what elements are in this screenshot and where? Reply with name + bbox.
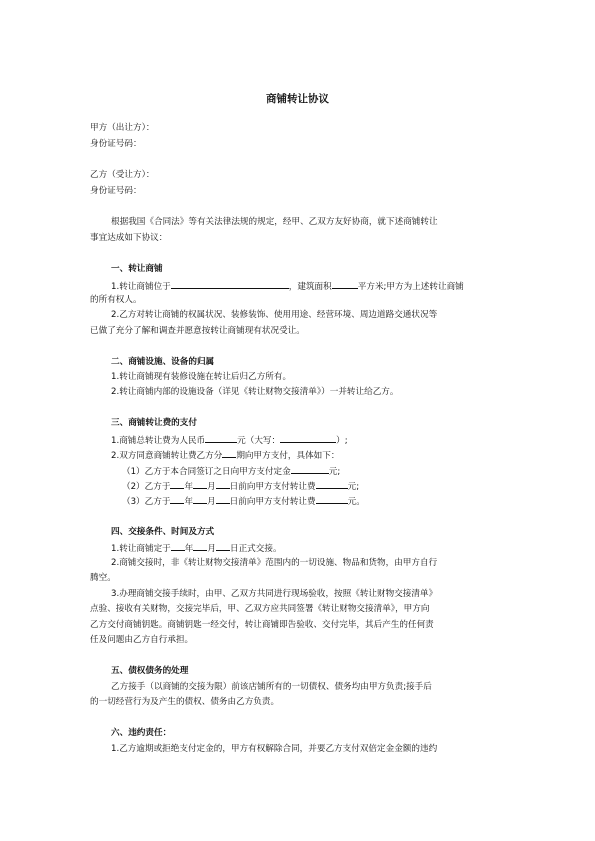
section-4-heading: 四、交接条件、时间及方式	[111, 527, 215, 537]
s3-p2-text-a: 2.双方同意商铺转让费乙方分	[111, 451, 223, 461]
intro-line-1: 根据我国《合同法》等有关法律法规的规定，经甲、乙双方友好协商，就下述商铺转让	[111, 217, 438, 227]
s3-i2-text-e: 元;	[347, 482, 360, 492]
s3-paragraph-2	[111, 448, 339, 462]
s3-i3-text-a: （3）乙方于	[122, 497, 171, 507]
s3-i3-text-c: 月	[207, 497, 216, 507]
s5-p1-line-2: 的一切经营行为及产生的债权、债务由乙方负责。	[90, 697, 280, 707]
s3-p2-text-b: 期向甲方支付，具体如下：	[236, 451, 340, 461]
area-blank	[332, 279, 358, 289]
s4-p2-line-2: 腾空。	[90, 573, 116, 583]
s3-p1-text-a: 1.商铺总转让费为人民币	[111, 436, 206, 446]
handover-day-blank	[216, 541, 230, 551]
intro-line-2: 事宜达成如下协议：	[90, 233, 168, 243]
party-b-id-label: 身份证号码：	[90, 186, 142, 196]
party-a-label: 甲方（出让方）：	[90, 123, 155, 133]
s1-p1-text-b: ，建筑面积	[288, 282, 332, 292]
s3-i3-text-b: 年	[184, 497, 194, 507]
i3-year-blank	[170, 494, 184, 504]
fee-amount-blank	[205, 433, 237, 443]
s3-item-3	[122, 494, 365, 508]
s4-p1-text-c: 月	[207, 544, 216, 554]
section-2-heading: 二、商铺设施、设备的归属	[111, 357, 215, 367]
s2-paragraph-1: 1.转让商铺现有装修设施在转让后归乙方所有。	[111, 372, 292, 382]
s4-p2-line-1: 2.商铺交接时，非《转让财物交接清单》范围内的一切设施、物品和货物，由甲方自行	[111, 558, 438, 568]
s4-p1-text-a: 1.转让商铺定于	[111, 544, 171, 554]
s1-paragraph-1	[111, 279, 464, 293]
s3-i1-text-a: （1）乙方于本合同签订之日向甲方支付定金	[122, 467, 291, 477]
handover-month-blank	[193, 541, 207, 551]
fee-capital-blank	[280, 433, 336, 443]
i2-year-blank	[170, 479, 184, 489]
party-b-label: 乙方（受让方）：	[90, 170, 155, 180]
s3-paragraph-1	[111, 433, 348, 447]
s4-p3-line-2: 点验、接收有关财物，交接完毕后，甲、乙双方应共同签署《转让财物交接清单》，甲方向	[90, 604, 430, 614]
s3-i2-text-c: 月	[207, 482, 216, 492]
s5-p1-line-1: 乙方接手（以商铺的交接为限）前该店铺所有的一切债权、债务均由甲方负责;接手后	[111, 682, 432, 692]
s3-i2-text-a: （2）乙方于	[122, 482, 171, 492]
s2-paragraph-2: 2.转让商铺内部的设施设备（详见《转让财物交接清单》）一并转让给乙方。	[111, 387, 399, 397]
section-1-heading: 一、转让商铺	[111, 264, 163, 274]
i3-day-blank	[216, 494, 230, 504]
s1-p1-line-2: 的所有权人。	[90, 295, 142, 305]
installments-blank	[222, 448, 236, 458]
s3-p1-text-c: ）;	[336, 436, 348, 446]
s3-item-2	[122, 479, 359, 493]
s3-i1-text-b: 元;	[328, 467, 341, 477]
i2-day-blank	[216, 479, 230, 489]
i3-month-blank	[193, 494, 207, 504]
s1-p2-line-2: 已做了充分了解和调查并愿意按转让商铺现有状况受让。	[90, 326, 305, 336]
s3-i3-text-d: 日前向甲方支付转让费	[229, 497, 316, 507]
handover-year-blank	[171, 541, 185, 551]
s4-p3-line-3: 乙方交付商铺钥匙。商铺钥匙一经交付，转让商铺即告验收、交付完毕，其后产生的任何责	[90, 620, 434, 630]
s3-p1-text-b: 元（大写：	[237, 436, 281, 446]
section-5-heading: 五、债权债务的处理	[111, 666, 189, 676]
s4-p3-line-1: 3.办理商铺交接手续时，由甲、乙双方共同进行现场验收，按照《转让财物交接清单》	[111, 589, 438, 599]
i3-amount-blank	[316, 494, 348, 504]
s1-p1-text-c: 平方米;甲方为上述转让商铺	[357, 282, 464, 292]
section-6-heading: 六、违约责任：	[111, 728, 172, 738]
i2-amount-blank	[316, 479, 348, 489]
document-title: 商铺转让协议	[266, 93, 329, 105]
section-3-heading: 三、商铺转让费的支付	[111, 418, 197, 428]
s3-item-1	[122, 464, 340, 478]
s6-p1-line-1: 1.乙方逾期或拒绝支付定金的，甲方有权解除合同，并要乙方支付双倍定金金额的违约	[111, 744, 438, 754]
location-blank	[171, 279, 289, 289]
s4-p3-line-4: 任及问题由乙方自行承担。	[90, 635, 194, 645]
s4-p1-text-d: 日正式交接。	[229, 544, 282, 554]
s1-p1-text-a: 1.转让商铺位于	[111, 282, 171, 292]
s3-i2-text-b: 年	[184, 482, 194, 492]
i2-month-blank	[193, 479, 207, 489]
s4-paragraph-1	[111, 541, 282, 555]
deposit-blank	[291, 464, 329, 474]
s1-p2-line-1: 2.乙方对转让商铺的权属状况、装修装饰、使用用途、经营环境、周边道路交通状况等	[111, 310, 438, 320]
party-a-id-label: 身份证号码：	[90, 139, 142, 149]
s4-p1-text-b: 年	[184, 544, 194, 554]
s3-i2-text-d: 日前向甲方支付转让费	[229, 482, 316, 492]
s3-i3-text-e: 元。	[347, 497, 365, 507]
